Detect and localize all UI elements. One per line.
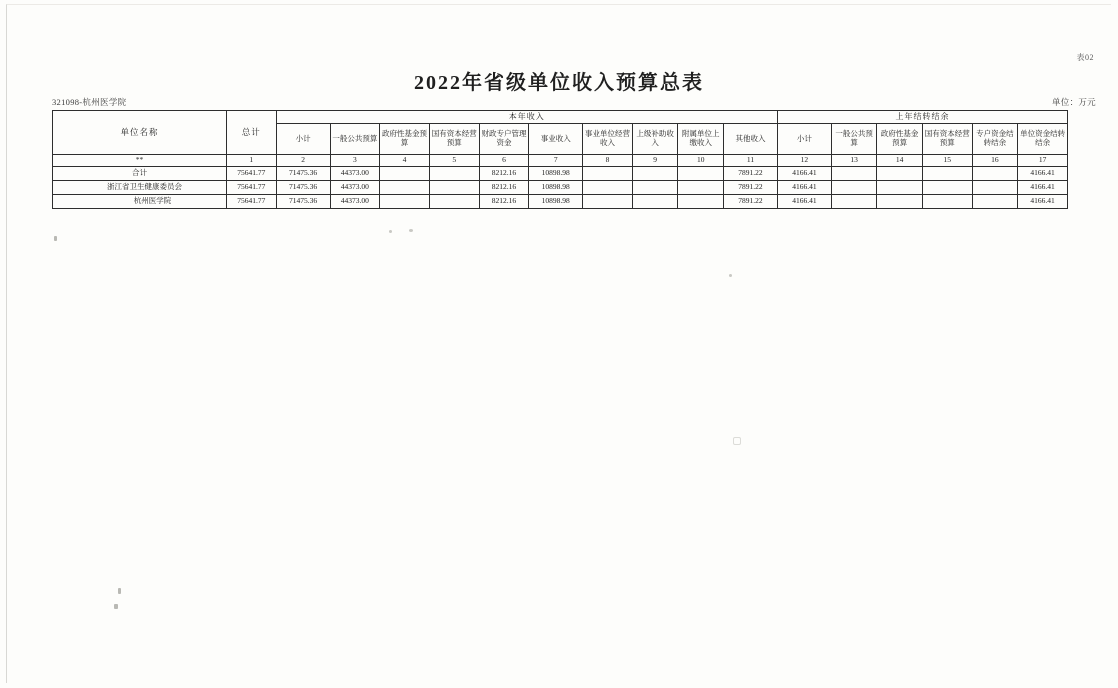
row-business-income: 10898.98 xyxy=(529,195,583,209)
col-carryover-unit-fund: 单位资金结转结余 xyxy=(1018,124,1068,155)
row-carryover-subtotal: 4166.41 xyxy=(777,181,831,195)
numrow-cell-14: 14 xyxy=(877,155,923,167)
row-total: 75641.77 xyxy=(226,167,276,181)
col-government-fund-budget: 政府性基金预算 xyxy=(380,124,430,155)
numrow-cell-5: 5 xyxy=(429,155,479,167)
row-affiliated-unit-income xyxy=(678,181,724,195)
col-business-income: 事业收入 xyxy=(529,124,583,155)
unit-code-label: 321098-杭州医学院 xyxy=(52,97,127,107)
row-carryover-government-fund-budget xyxy=(877,167,923,181)
col-affiliated-unit-income: 附属单位上缴收入 xyxy=(678,124,724,155)
col-general-public-budget: 一般公共预算 xyxy=(330,124,380,155)
table-row xyxy=(53,167,1068,181)
numrow-cell-10: 10 xyxy=(678,155,724,167)
col-carryover-state-capital-budget: 国有资本经营预算 xyxy=(922,124,972,155)
form-number-label: 表02 xyxy=(1076,53,1094,62)
col-carryover-government-fund-budget: 政府性基金预算 xyxy=(877,124,923,155)
numrow-cell-9: 9 xyxy=(632,155,678,167)
numrow-cell-16: 16 xyxy=(972,155,1018,167)
col-other-income: 其他收入 xyxy=(723,124,777,155)
row-affiliated-unit-income xyxy=(678,195,724,209)
header-current-year-income: 本年收入 xyxy=(276,111,777,124)
row-carryover-state-capital-budget xyxy=(922,167,972,181)
row-business-operating-income xyxy=(583,195,633,209)
row-carryover-subtotal: 4166.41 xyxy=(777,195,831,209)
table-group-header-row xyxy=(53,111,1068,124)
row-total: 75641.77 xyxy=(226,195,276,209)
row-fiscal-account-fund: 8212.16 xyxy=(479,167,529,181)
scan-artifact xyxy=(409,229,413,232)
row-fiscal-account-fund: 8212.16 xyxy=(479,181,529,195)
col-superior-subsidy-income: 上级补助收入 xyxy=(632,124,678,155)
col-business-operating-income: 事业单位经营收入 xyxy=(583,124,633,155)
row-carryover-account-fund xyxy=(972,167,1018,181)
row-carryover-general-public-budget xyxy=(831,181,877,195)
row-label: 浙江省卫生健康委员会 xyxy=(53,181,227,195)
col-carryover-general-public-budget: 一般公共预算 xyxy=(831,124,877,155)
row-superior-subsidy-income xyxy=(632,195,678,209)
scan-artifact xyxy=(733,437,741,445)
row-carryover-general-public-budget xyxy=(831,167,877,181)
row-current-subtotal: 71475.36 xyxy=(276,167,330,181)
col-carryover-account-fund: 专户资金结转结余 xyxy=(972,124,1018,155)
col-fiscal-account-fund: 财政专户管理资金 xyxy=(479,124,529,155)
scan-artifact xyxy=(389,230,392,233)
row-government-fund-budget xyxy=(380,167,430,181)
row-state-capital-budget xyxy=(429,167,479,181)
row-fiscal-account-fund: 8212.16 xyxy=(479,195,529,209)
numrow-cell-2: 2 xyxy=(276,155,330,167)
col-current-subtotal: 小计 xyxy=(276,124,330,155)
numrow-cell-11: 11 xyxy=(723,155,777,167)
row-general-public-budget: 44373.00 xyxy=(330,195,380,209)
numrow-cell-13: 13 xyxy=(831,155,877,167)
row-general-public-budget: 44373.00 xyxy=(330,181,380,195)
row-label: 杭州医学院 xyxy=(53,195,227,209)
numrow-cell-12: 12 xyxy=(777,155,831,167)
row-total: 75641.77 xyxy=(226,181,276,195)
page-title: 2022年省级单位收入预算总表 xyxy=(414,72,704,94)
row-carryover-state-capital-budget xyxy=(922,195,972,209)
row-current-subtotal: 71475.36 xyxy=(276,195,330,209)
numrow-cell-6: 6 xyxy=(479,155,529,167)
unit-measure-label: 单位：万元 xyxy=(1051,97,1096,107)
numrow-cell-17: 17 xyxy=(1018,155,1068,167)
header-total: 总计 xyxy=(226,111,276,155)
row-government-fund-budget xyxy=(380,195,430,209)
row-carryover-account-fund xyxy=(972,195,1018,209)
row-business-operating-income xyxy=(583,167,633,181)
scan-edge xyxy=(6,4,1111,683)
row-general-public-budget: 44373.00 xyxy=(330,167,380,181)
row-carryover-government-fund-budget xyxy=(877,181,923,195)
table-row xyxy=(53,181,1068,195)
header-prior-year-carryover: 上年结转结余 xyxy=(777,111,1067,124)
numrow-cell-1: 1 xyxy=(226,155,276,167)
header-unit-name: 单位名称 xyxy=(53,111,227,155)
row-carryover-general-public-budget xyxy=(831,195,877,209)
row-label: 合计 xyxy=(53,167,227,181)
row-superior-subsidy-income xyxy=(632,181,678,195)
row-other-income: 7891.22 xyxy=(723,181,777,195)
row-carryover-unit-fund: 4166.41 xyxy=(1018,167,1068,181)
table-number-row xyxy=(53,155,1068,167)
numrow-cell-15: 15 xyxy=(922,155,972,167)
numrow-cell-8: 8 xyxy=(583,155,633,167)
row-carryover-unit-fund: 4166.41 xyxy=(1018,195,1068,209)
row-carryover-subtotal: 4166.41 xyxy=(777,167,831,181)
budget-table xyxy=(52,110,1068,209)
scan-artifact xyxy=(729,274,732,277)
row-affiliated-unit-income xyxy=(678,167,724,181)
scan-artifact xyxy=(118,588,121,594)
row-business-income: 10898.98 xyxy=(529,181,583,195)
row-carryover-state-capital-budget xyxy=(922,181,972,195)
row-government-fund-budget xyxy=(380,181,430,195)
numrow-cell-7: 7 xyxy=(529,155,583,167)
numrow-cell-0: ** xyxy=(53,155,227,167)
row-business-operating-income xyxy=(583,181,633,195)
row-state-capital-budget xyxy=(429,195,479,209)
col-state-capital-budget: 国有资本经营预算 xyxy=(429,124,479,155)
numrow-cell-4: 4 xyxy=(380,155,430,167)
row-business-income: 10898.98 xyxy=(529,167,583,181)
scan-artifact xyxy=(54,236,57,241)
col-carryover-subtotal: 小计 xyxy=(777,124,831,155)
table-row xyxy=(53,195,1068,209)
row-other-income: 7891.22 xyxy=(723,167,777,181)
row-superior-subsidy-income xyxy=(632,167,678,181)
row-carryover-account-fund xyxy=(972,181,1018,195)
row-state-capital-budget xyxy=(429,181,479,195)
row-carryover-unit-fund: 4166.41 xyxy=(1018,181,1068,195)
row-current-subtotal: 71475.36 xyxy=(276,181,330,195)
numrow-cell-3: 3 xyxy=(330,155,380,167)
row-carryover-government-fund-budget xyxy=(877,195,923,209)
row-other-income: 7891.22 xyxy=(723,195,777,209)
scan-artifact xyxy=(114,604,118,609)
